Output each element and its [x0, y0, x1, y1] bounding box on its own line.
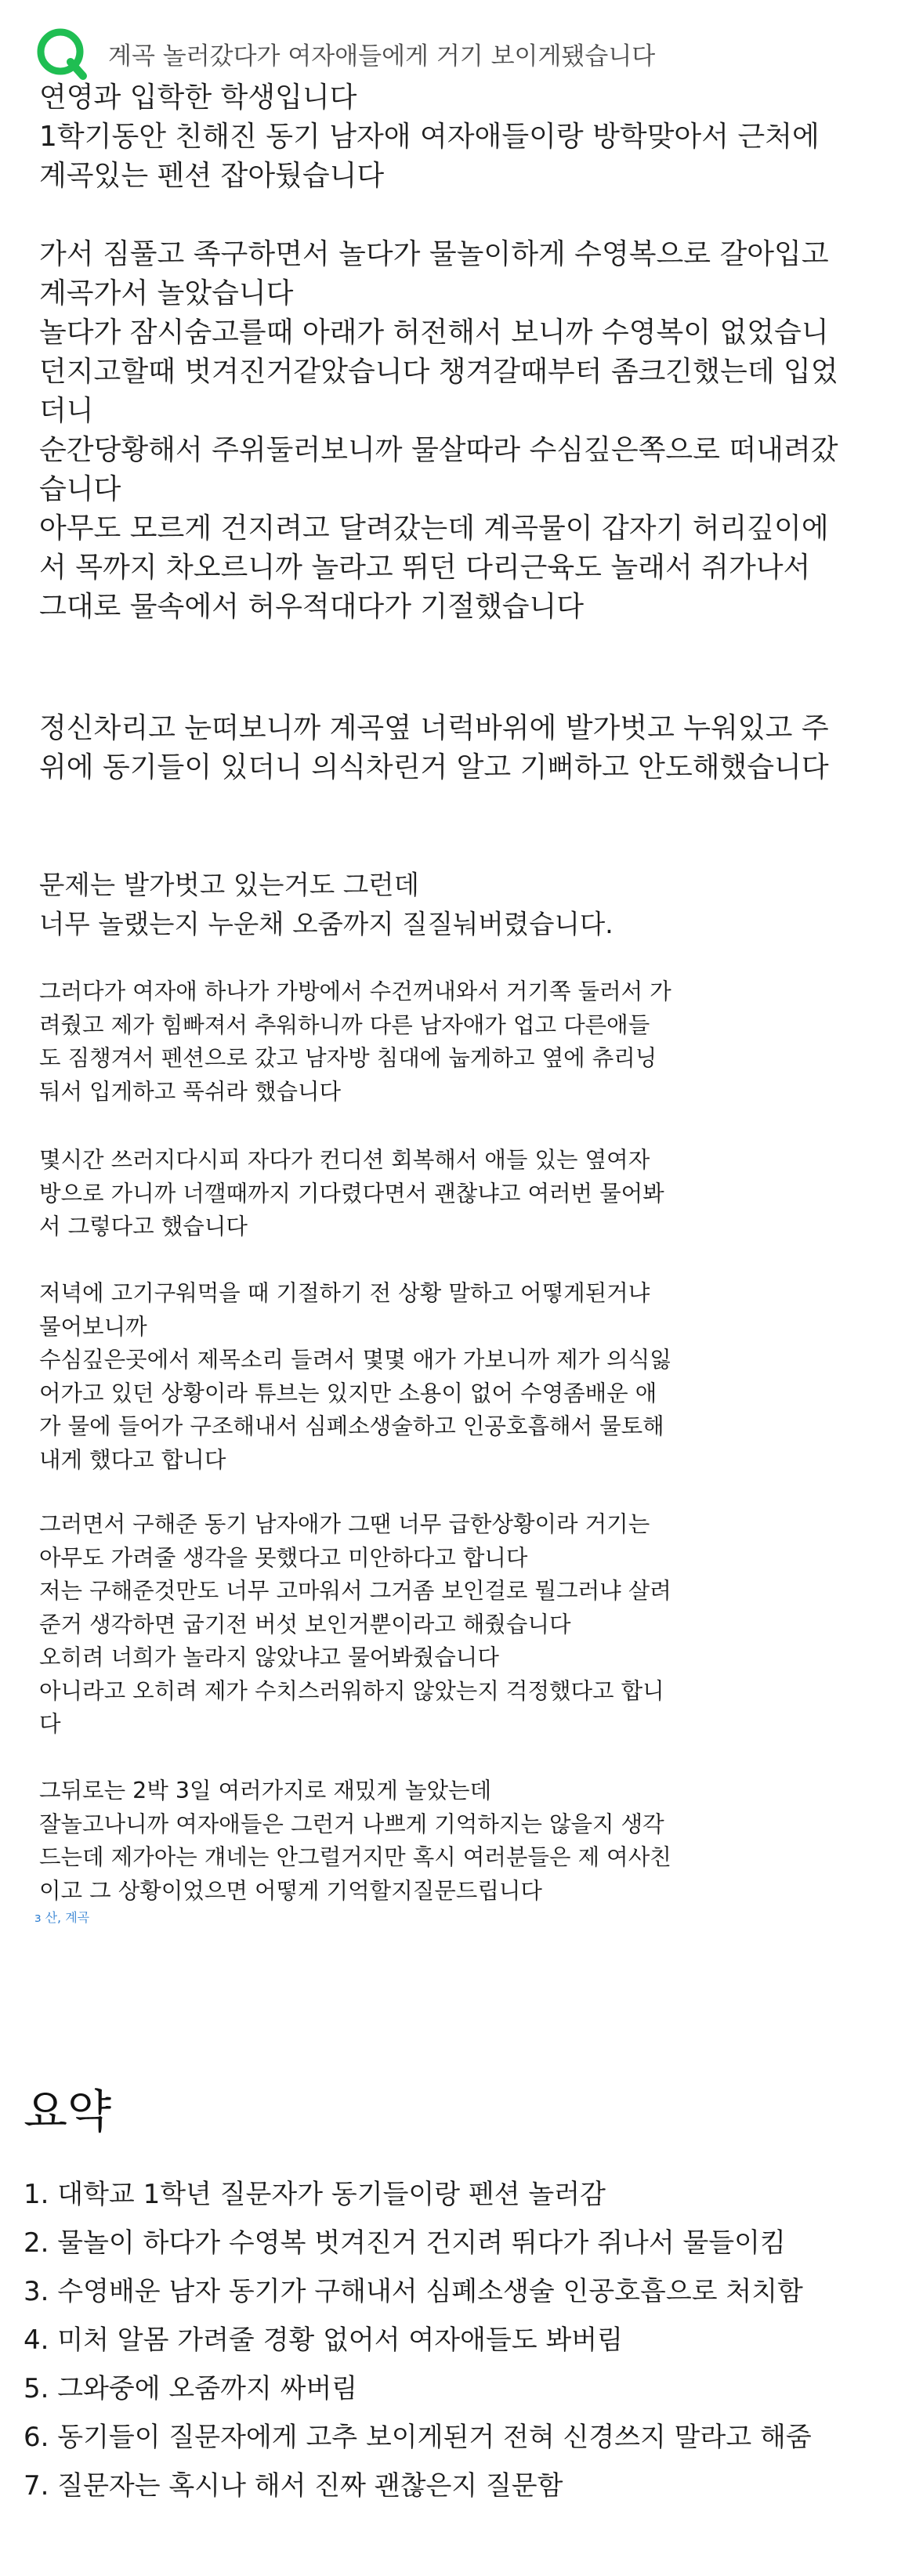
summary-item: 2. 물놀이 하다가 수영복 벗겨진거 건지려 뛰다가 쥐나서 물들이킴 [24, 2227, 786, 2259]
summary-item: 5. 그와중에 오줌까지 싸버림 [24, 2373, 358, 2404]
text-line: 오히려 너희가 놀라지 않았냐고 물어봐줬습니다 [39, 1644, 499, 1670]
question-header [34, 22, 896, 85]
wakeup-paragraph [39, 709, 885, 787]
text-line: 서 그렇다고 했습니다 [39, 1214, 248, 1239]
text-line: 아무도 모르게 건지려고 달려갔는데 계곡물이 갑자기 허리깊이에 [39, 512, 829, 545]
text-line: 잘놀고나니까 여자애들은 그런거 나쁘게 기억하지는 않을지 생각 [39, 1811, 664, 1837]
text-line: 정신차리고 눈떠보니까 계곡옆 너럭바위에 발가벗고 누워있고 주 [39, 712, 829, 744]
recovery-paragraph [39, 1144, 776, 1244]
text-line: 가서 짐풀고 족구하면서 놀다가 물놀이하게 수영복으로 갈아입고 [39, 238, 829, 270]
text-line: 아무도 가려줄 생각을 못했다고 미안하다고 합니다 [39, 1544, 528, 1571]
text-line: 그러면서 구해준 동기 남자애가 그땐 너무 급한상황이라 거기는 [39, 1511, 650, 1537]
summary-item: 1. 대학교 1학년 질문자가 동기들이랑 펜션 놀러감 [24, 2179, 606, 2210]
text-line: 어가고 있던 상황이라 튜브는 있지만 소용이 없어 수영좀배운 애 [39, 1380, 657, 1406]
text-line: 계곡있는 펜션 잡아뒀습니다 [39, 160, 385, 192]
question-title: 계곡 놀러갔다가 여자애들에게 거기 보이게됐습니다 [108, 42, 656, 71]
text-line: 순간당황해서 주위둘러보니까 물살따라 수심깊은쪽으로 떠내려갔 [39, 434, 838, 466]
text-line: 드는데 제가아는 걔네는 안그럴거지만 혹시 여러분들은 제 여사친 [39, 1844, 671, 1870]
text-line: 위에 동기들이 있더니 의식차린거 알고 기뻐하고 안도해했습니다 [39, 751, 829, 783]
text-line: 서 목까지 차오르니까 놀라고 뛰던 다리근육도 놀래서 쥐가나서 [39, 552, 811, 584]
text-line: 둬서 입게하고 푹쉬라 했습니다 [39, 1078, 342, 1105]
text-line: 놀다가 잠시숨고를때 아래가 허전해서 보니까 수영복이 없었습니 [39, 317, 829, 349]
text-line: 몇시간 쓰러지다시피 자다가 컨디션 회복해서 애들 있는 옆여자 [39, 1147, 650, 1173]
text-line: 문제는 발가벗고 있는거도 그런데 [39, 870, 419, 900]
q-logo-icon [34, 26, 89, 81]
category-tags[interactable]: з 산, 계곡 [34, 1910, 90, 1925]
question-paragraph [39, 1775, 776, 1908]
text-line: 이고 그 상황이었으면 어떻게 기억할지질문드립니다 [39, 1877, 542, 1904]
text-line: 저는 구해준것만도 너무 고마워서 그거좀 보인걸로 뭘그러냐 살려 [39, 1578, 671, 1604]
summary-item: 6. 동기들이 질문자에게 고추 보이게된거 전혀 신경쓰지 말라고 해줌 [24, 2422, 812, 2453]
text-line: 던지고할때 벗겨진거같았습니다 챙겨갈때부터 좀크긴했는데 입었 [39, 356, 838, 388]
text-line: 내게 했다고 합니다 [39, 1446, 226, 1473]
summary-item: 3. 수영배운 남자 동기가 구해내서 심폐소생술 인공호흡으로 처치함 [24, 2276, 803, 2307]
text-line: 도 짐챙겨서 펜션으로 갔고 남자방 침대에 눕게하고 옆에 츄리닝 [39, 1045, 657, 1071]
text-line: 아니라고 오히려 제가 수치스러워하지 않았는지 걱정했다고 합니 [39, 1677, 664, 1704]
text-line: 연영과 입학한 학생입니다 [39, 81, 357, 114]
text-line: 수심깊은곳에서 제목소리 들려서 몇몇 애가 가보니까 제가 의식잃 [39, 1347, 671, 1373]
summary-list [24, 2170, 909, 2510]
summary-item: 7. 질문자는 혹시나 해서 진짜 괜찮은지 질문함 [24, 2470, 563, 2502]
story-paragraph [39, 235, 885, 627]
text-line: 다 [39, 1711, 61, 1737]
apology-paragraph [39, 1508, 776, 1742]
text-line: 너무 놀랬는지 누운채 오줌까지 질질눠버렸습니다. [39, 909, 614, 939]
text-line: 가 물에 들어가 구조해내서 심폐소생술하고 인공호흡해서 물토해 [39, 1413, 664, 1439]
intro-paragraph [39, 78, 885, 196]
text-line: 그뒤로는 2박 3일 여러가지로 재밌게 놀았는데 [39, 1778, 492, 1804]
dinner-paragraph [39, 1277, 776, 1477]
text-line: 물어보니까 [39, 1313, 147, 1340]
text-line: 방으로 가니까 너깰때까지 기다렸다면서 괜찮냐고 여러번 물어봐 [39, 1180, 664, 1207]
problem-paragraph [39, 866, 885, 944]
text-line: 습니다 [39, 473, 121, 505]
text-line: 그러다가 여자애 하나가 가방에서 수건꺼내와서 거기쪽 둘러서 가 [39, 979, 671, 1004]
text-line: 려줬고 제가 힘빠져서 추워하니까 다른 남자애가 업고 다른애들 [39, 1011, 650, 1038]
text-line: 그대로 물속에서 허우적대다가 기절했습니다 [39, 591, 585, 623]
summary-title: 요약 [24, 2085, 112, 2138]
towel-paragraph [39, 975, 776, 1109]
text-line: 계곡가서 놀았습니다 [39, 277, 294, 309]
text-line: 준거 생각하면 굽기전 버섯 보인거뿐이라고 해줬습니다 [39, 1611, 571, 1637]
text-line: 저녁에 고기구워먹을 때 기절하기 전 상황 말하고 어떻게된거냐 [39, 1280, 650, 1306]
text-line: 1학기동안 친해진 동기 남자애 여자애들이랑 방학맞아서 근처에 [39, 121, 820, 153]
text-line: 더니 [39, 395, 94, 427]
summary-item: 4. 미처 알몸 가려줄 경황 없어서 여자애들도 봐버림 [24, 2325, 623, 2356]
